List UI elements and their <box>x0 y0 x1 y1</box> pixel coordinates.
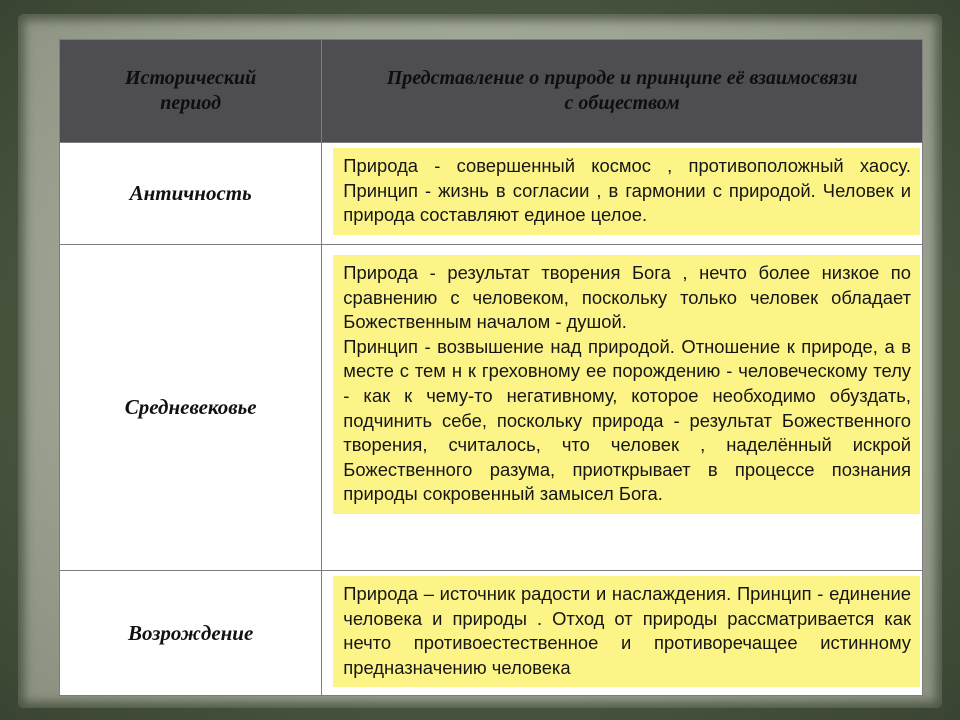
header-period <box>60 40 322 143</box>
table-row <box>60 245 923 571</box>
period-cell <box>60 245 322 571</box>
period-renaissance: Возрождение <box>128 620 254 645</box>
header-idea <box>322 40 923 143</box>
table-row <box>60 571 923 696</box>
description-cell <box>322 245 923 571</box>
header-row <box>60 40 923 143</box>
description-cell <box>322 143 923 245</box>
header-period-text: Исторический период <box>125 67 257 114</box>
comparison-table <box>59 39 923 696</box>
middle-ages-text-1: Природа - результат творения Бога , нечто более низкое по сравнению с человеком, поскольку только человек обладает Божественным началом - душой. <box>343 262 911 333</box>
header-idea-text: Представление о природе и принципе её взаимосвязи с обществом <box>386 67 858 114</box>
period-antiquity: Античность <box>129 181 252 205</box>
highlight-box <box>333 148 920 235</box>
period-cell <box>60 571 322 696</box>
table-row <box>60 143 923 245</box>
highlight-box <box>333 576 920 687</box>
period-middle-ages: Средневековье <box>124 395 257 419</box>
middle-ages-text-2: Принцип - возвышение над природой. Отношение к природе, а в месте с тем н к греховному ее порождению - человеческому телу - как к чему-то негативному, которое необходимо обуздать, подчинить себе, поскольку природа - результат Божественного творения, считалось, что человек , наделённый искрой Божественного разума, приоткрывает в процессе познания природы сокровенный замысел Бога. <box>343 335 911 505</box>
antiquity-text: Природа - совершенный космос , противоположный хаосу. Принцип - жизнь в согласии , в гармонии с природой. Человек и природа составляют единое целое. <box>343 155 911 226</box>
period-cell <box>60 143 322 245</box>
renaissance-text: Природа – источник радости и наслаждения. Принцип - единение человека и природы . Отход от природы рассматривается как нечто противоестественное и противоречащее истинному предназначению человека <box>343 583 911 678</box>
highlight-box <box>333 255 920 514</box>
description-cell <box>322 571 923 696</box>
